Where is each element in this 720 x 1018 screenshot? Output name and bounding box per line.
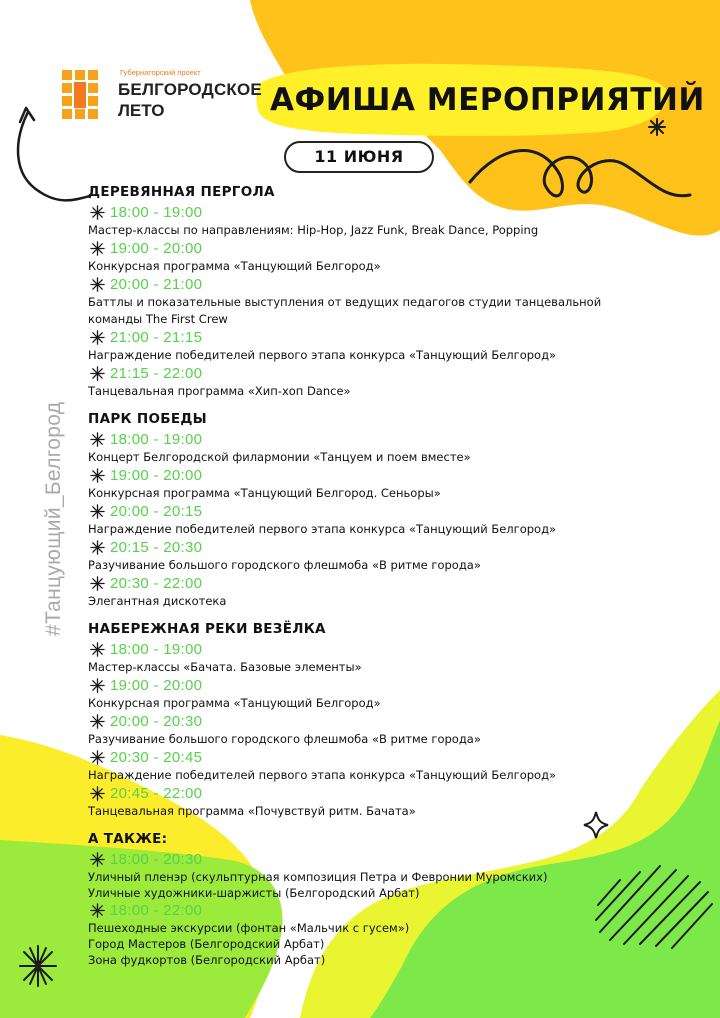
event-time: 18:00 - 22:00 [110,902,203,919]
asterisk-icon [90,432,105,447]
hashtag-vertical: #Танцующий_Белгород [42,401,65,636]
section-title: ДЕРЕВЯННАЯ ПЕРГОЛА [88,184,275,200]
event-time: 20:45 - 22:00 [110,785,203,802]
asterisk-icon [90,786,105,801]
event-time: 19:00 - 20:00 [110,677,203,694]
schedule-section [88,409,708,609]
asterisk-icon [90,678,105,693]
event-time-row [90,275,708,294]
schedule [88,182,708,978]
event-description: Конкурсная программа «Танцующий Белгород» [88,696,381,710]
event-time-row [90,502,708,521]
event-time-row [90,901,708,920]
event-description: Пешеходные экскурсии (фонтан «Мальчик с гусем») [88,921,410,935]
event-time: 18:00 - 19:00 [110,431,203,448]
sparkle-bottom-left [20,946,56,986]
event-time-row [90,328,708,347]
asterisk-icon [90,576,105,591]
event-description: Город Мастеров (Белгородский Арбат) [88,937,325,951]
logo [62,66,262,130]
event-description: Мастер-классы «Бачата. Базовые элементы» [88,660,362,674]
event-time: 19:00 - 20:00 [110,240,203,257]
event-description: Зона фудкортов (Белгородский Арбат) [88,953,326,967]
asterisk-icon [90,852,105,867]
event-time: 21:00 - 21:15 [110,329,203,346]
event-time-row [90,712,708,731]
event-time-row [90,239,708,258]
schedule-section [88,619,708,819]
event-description: Танцевальная программа «Хип-хоп Dance» [88,384,351,398]
logo-title-line1: БЕЛГОРОДСКОЕ [118,80,262,99]
event-description: Конкурсная программа «Танцующий Белгород. Сеньоры» [88,486,441,500]
asterisk-icon [90,642,105,657]
logo-subtitle: Губернаторский проект [120,68,201,77]
event-time: 20:00 - 21:00 [110,276,203,293]
asterisk-icon [90,241,105,256]
event-time-row [90,574,708,593]
asterisk-icon [90,903,105,918]
event-time: 20:15 - 20:30 [110,539,203,556]
asterisk-icon [90,277,105,292]
event-description: Мастер-классы по направлениям: Hip-Hop, Jazz Funk, Break Dance, Popping [88,223,539,237]
schedule-section [88,829,708,968]
event-description: Разучивание большого городского флешмоба «В ритме города» [88,732,481,746]
event-time-row [90,640,708,659]
event-time-row [90,203,708,222]
event-description: Разучивание большого городского флешмоба «В ритме города» [88,558,481,572]
event-time-row [90,748,708,767]
event-time: 18:00 - 20:30 [110,851,203,868]
event-description: Баттлы и показательные выступления от ведущих педагогов студии танцевальной [88,295,602,309]
event-time: 20:00 - 20:30 [110,713,203,730]
logo-grid-icon [62,70,104,124]
event-description: Уличный пленэр (скульптурная композиция Петра и Февронии Муромских) [88,870,548,884]
logo-title-line2: ЛЕТО [118,101,165,120]
event-time-row [90,850,708,869]
event-description: Концерт Белгородской филармонии «Танцуем и поем вместе» [88,450,471,464]
event-time: 18:00 - 19:00 [110,641,203,658]
event-time-row [90,430,708,449]
section-title: НАБЕРЕЖНАЯ РЕКИ ВЕЗЁЛКА [88,621,326,637]
event-time-row [90,364,708,383]
event-description: Уличные художники-шаржисты (Белгородский Арбат) [88,886,420,900]
event-time: 18:00 - 19:00 [110,204,203,221]
event-time-row [90,676,708,695]
schedule-section [88,182,708,399]
asterisk-icon [90,366,105,381]
event-description: Награждение победителей первого этапа конкурса «Танцующий Белгород» [88,522,557,536]
event-time: 20:00 - 20:15 [110,503,203,520]
event-time-row [90,538,708,557]
event-time: 19:00 - 20:00 [110,467,203,484]
asterisk-icon [90,504,105,519]
section-title: ПАРК ПОБЕДЫ [88,411,207,427]
asterisk-icon [90,468,105,483]
event-description: команды The First Crew [88,312,228,326]
event-description: Награждение победителей первого этапа конкурса «Танцующий Белгород» [88,348,557,362]
event-time-row [90,466,708,485]
page-title: АФИША МЕРОПРИЯТИЙ [270,82,705,118]
event-time: 20:30 - 22:00 [110,575,203,592]
event-time: 20:30 - 20:45 [110,749,203,766]
event-time-row [90,784,708,803]
event-description: Конкурсная программа «Танцующий Белгород» [88,259,381,273]
sparkle-right [649,119,665,135]
asterisk-icon [90,205,105,220]
date-badge: 11 ИЮНЯ [284,141,434,173]
event-description: Элегантная дискотека [88,594,227,608]
event-time: 21:15 - 22:00 [110,365,203,382]
section-title: А ТАКЖЕ: [88,831,168,847]
asterisk-icon [90,330,105,345]
asterisk-icon [90,750,105,765]
event-description: Награждение победителей первого этапа конкурса «Танцующий Белгород» [88,768,557,782]
asterisk-icon [90,714,105,729]
event-description: Танцевальная программа «Почувствуй ритм. Бачата» [88,804,416,818]
asterisk-icon [90,540,105,555]
